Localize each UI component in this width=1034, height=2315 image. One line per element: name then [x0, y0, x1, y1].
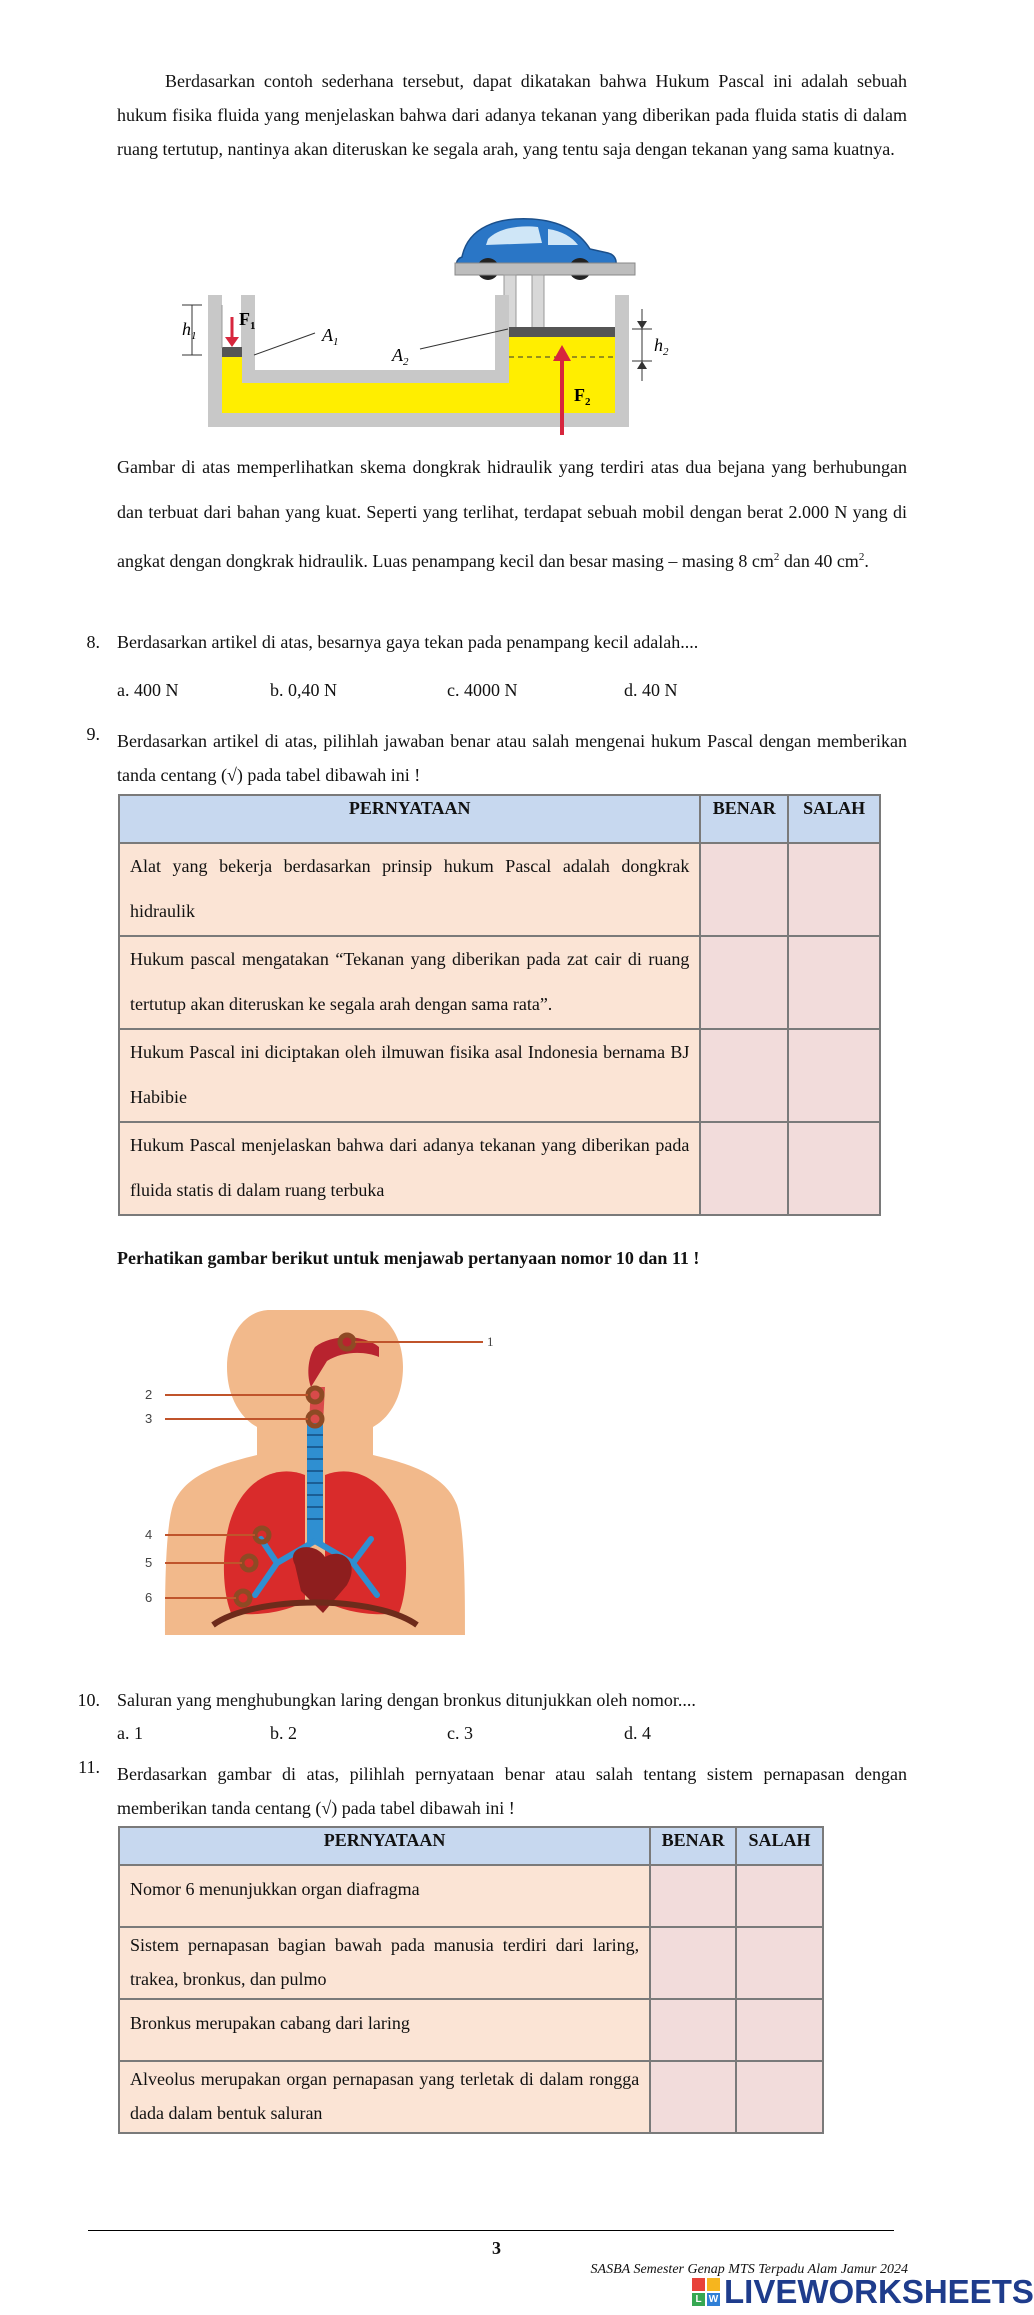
table-row: [119, 1865, 823, 1927]
question-text: Berdasarkan gambar di atas, pilihlah pernyataan benar atau salah tentang sistem pernapasan dengan memberikan tanda centang (√) pada tabel dibawah ini !: [117, 1764, 907, 1818]
question-text: Berdasarkan artikel di atas, pilihlah jawaban benar atau salah mengenai hukum Pascal dengan memberikan tanda centang (√) pada tabel dibawah ini !: [117, 731, 907, 785]
option-d[interactable]: d. 4: [624, 1723, 651, 1743]
table-header-row: [119, 1827, 823, 1865]
statement-cell: Alveolus merupakan organ pernapasan yang terletak di dalam rongga dada dalam bentuk saluran: [119, 2061, 650, 2133]
true-checkbox-cell[interactable]: [700, 936, 788, 1029]
false-checkbox-cell[interactable]: [736, 1865, 823, 1927]
question-number: 11.: [78, 1757, 100, 1777]
label-1: 1: [487, 1334, 494, 1349]
label-a2: $A_2$: [392, 345, 409, 368]
label-5: 5: [145, 1555, 153, 1570]
footer-divider: [88, 2230, 894, 2231]
brand-text: LIVEWORKSHEETS: [724, 2273, 1034, 2310]
header-false: SALAH: [736, 1827, 823, 1865]
figure-paragraph: Gambar di atas memperlihatkan skema dongkrak hidraulik yang terdiri atas dua bejana yang berhubungan dan terbuat dari bahan yang kuat. Seperti yang terlihat, terdapat sebuah mobil dengan berat 2.000 N yang di angkat dengan dongkrak hidraulik. Luas penampang kecil dan besar masing – masing 8 $cm^2$ dan 40 $cm^2$.: [117, 457, 907, 571]
label-3: 3: [145, 1411, 153, 1426]
false-checkbox-cell[interactable]: [788, 1122, 880, 1215]
pascal-true-false-table: [118, 794, 881, 1216]
respiratory-system-figure: [165, 1295, 495, 1640]
option-a[interactable]: a. 400 N: [117, 680, 179, 700]
option-c[interactable]: c. 3: [447, 1723, 473, 1743]
label-a1: $A_1$: [322, 325, 339, 348]
option-d[interactable]: d. 40 N: [624, 680, 678, 700]
section-heading: Perhatikan gambar berikut untuk menjawab pertanyaan nomor 10 dan 11 !: [117, 1248, 700, 1268]
respiratory-true-false-table: [118, 1826, 824, 2134]
true-checkbox-cell[interactable]: [700, 1122, 788, 1215]
statement-cell: Bronkus merupakan cabang dari laring: [119, 1999, 650, 2061]
intro-paragraph: Berdasarkan contoh sederhana tersebut, dapat dikatakan bahwa Hukum Pascal ini adalah sebuah hukum fisika fluida yang menjelaskan bahwa dari adanya tekanan yang diberikan pada fluida statis di dalam ruang tertutup, nantinya akan diteruskan ke segala arah, yang tentu saja dengan tekanan yang sama kuatnya.: [117, 71, 907, 159]
question-number: 8.: [86, 632, 100, 652]
statement-cell: Hukum Pascal menjelaskan bahwa dari adanya tekanan yang diberikan pada fluida statis di dalam ruang terbuka: [119, 1122, 700, 1215]
statement-cell: Alat yang bekerja berdasarkan prinsip hukum Pascal adalah dongkrak hidraulik: [119, 843, 700, 936]
false-checkbox-cell[interactable]: [736, 2061, 823, 2133]
statement-cell: Hukum Pascal ini diciptakan oleh ilmuwan fisika asal Indonesia bernama BJ Habibie: [119, 1029, 700, 1122]
table-row: [119, 843, 880, 936]
statement-cell: Hukum pascal mengatakan “Tekanan yang diberikan pada zat cair di ruang tertutup akan diteruskan ke segala arah dengan sama rata”.: [119, 936, 700, 1029]
header-true: BENAR: [700, 795, 788, 843]
table-row: [119, 1029, 880, 1122]
header-false: SALAH: [788, 795, 880, 843]
option-b[interactable]: b. 0,40 N: [270, 680, 337, 700]
false-checkbox-cell[interactable]: [788, 936, 880, 1029]
true-checkbox-cell[interactable]: [650, 2061, 736, 2133]
label-f2: $F_2$: [574, 385, 591, 408]
option-b[interactable]: b. 2: [270, 1723, 297, 1743]
label-h1: $h_1$: [182, 319, 197, 342]
label-4: 4: [145, 1527, 153, 1542]
table-header-row: [119, 795, 880, 843]
false-checkbox-cell[interactable]: [736, 1999, 823, 2061]
table-row: [119, 936, 880, 1029]
false-checkbox-cell[interactable]: [788, 843, 880, 936]
label-f1: $F_1$: [239, 309, 256, 332]
hydraulic-jack-figure: [170, 205, 740, 440]
label-6: 6: [145, 1590, 153, 1605]
table-row: [119, 1927, 823, 1999]
option-a[interactable]: a. 1: [117, 1723, 143, 1743]
statement-cell: Nomor 6 menunjukkan organ diafragma: [119, 1865, 650, 1927]
statement-cell: Sistem pernapasan bagian bawah pada manusia terdiri dari laring, trakea, bronkus, dan pulmo: [119, 1927, 650, 1999]
label-h2: $h_2$: [654, 335, 669, 358]
header-statement: PERNYATAAN: [119, 1827, 650, 1865]
option-c[interactable]: c. 4000 N: [447, 680, 518, 700]
true-checkbox-cell[interactable]: [650, 1927, 736, 1999]
table-row: [119, 1122, 880, 1215]
true-checkbox-cell[interactable]: [700, 1029, 788, 1122]
false-checkbox-cell[interactable]: [788, 1029, 880, 1122]
liveworksheets-logo: [692, 2274, 1034, 2310]
question-number: 9.: [86, 724, 100, 744]
table-row: [119, 2061, 823, 2133]
exam-title: SASBA Semester Genap MTS Terpadu Alam Jamur 2024: [590, 2262, 908, 2277]
header-true: BENAR: [650, 1827, 736, 1865]
table-row: [119, 1999, 823, 2061]
label-2: 2: [145, 1387, 153, 1402]
question-number: 10.: [77, 1690, 100, 1710]
header-statement: PERNYATAAN: [119, 795, 700, 843]
liveworksheets-icon: L W: [692, 2278, 720, 2306]
true-checkbox-cell[interactable]: [650, 1999, 736, 2061]
true-checkbox-cell[interactable]: [700, 843, 788, 936]
question-text: Saluran yang menghubungkan laring dengan bronkus ditunjukkan oleh nomor....: [117, 1690, 696, 1710]
question-text: Berdasarkan artikel di atas, besarnya gaya tekan pada penampang kecil adalah....: [117, 632, 699, 652]
page-number: 3: [492, 2238, 501, 2258]
false-checkbox-cell[interactable]: [736, 1927, 823, 1999]
true-checkbox-cell[interactable]: [650, 1865, 736, 1927]
